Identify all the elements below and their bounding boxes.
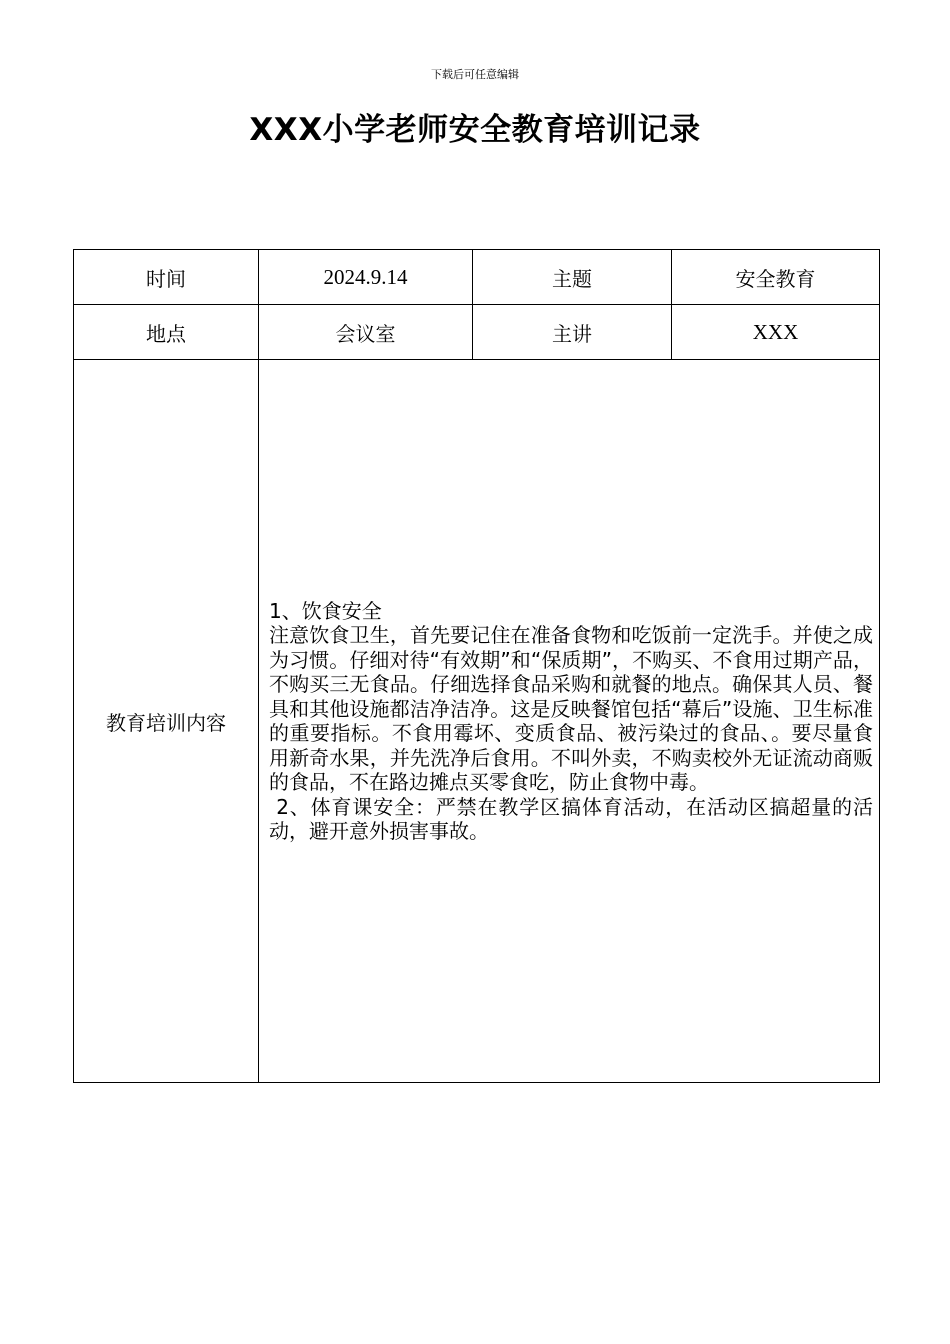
location-value: 会议室 bbox=[259, 305, 473, 360]
document-title: XXX小学老师安全教育培训记录 bbox=[249, 112, 701, 148]
content-body bbox=[269, 599, 873, 844]
content-heading-food-safety: 1、饮食安全 bbox=[269, 598, 382, 623]
table-row-time-topic bbox=[74, 250, 880, 305]
table-row-location-speaker bbox=[74, 305, 880, 360]
time-label: 时间 bbox=[74, 250, 259, 305]
speaker-value: XXX bbox=[672, 305, 880, 360]
table-row-content bbox=[74, 360, 880, 1083]
content-paragraph-food-safety: 注意饮食卫生，首先要记住在准备食物和吃饭前一定洗手。并使之成为习惯。仔细对待“有效期”和“保质期”，不购买、不食用过期产品，不购买三无食品。仔细选择食品采购和就餐的地点。确保其人员、餐具和其他设施都洁净洁净。这是反映餐馆包括“幕后”设施、卫生标准的重要指标。不食用霉坏、变质食品、被污染过的食品、。要尽量食用新奇水果，并先洗净后食用。不叫外卖，不购卖校外无证流动商贩的食品，不在路边摊点买零食吃，防止食物中毒。 bbox=[269, 623, 873, 794]
training-record-table bbox=[73, 249, 880, 1083]
location-label: 地点 bbox=[74, 305, 259, 360]
content-paragraph-pe-safety: 2、体育课安全：严禁在教学区搞体育活动，在活动区搞超量的活动，避开意外损害事故。 bbox=[269, 794, 873, 843]
content-label: 教育培训内容 bbox=[74, 360, 259, 1083]
topic-label: 主题 bbox=[473, 250, 672, 305]
content-cell bbox=[259, 360, 880, 1083]
page-header: 下载后可任意编辑 bbox=[431, 68, 519, 81]
speaker-label: 主讲 bbox=[473, 305, 672, 360]
topic-value: 安全教育 bbox=[672, 250, 880, 305]
time-value: 2024.9.14 bbox=[259, 250, 473, 305]
